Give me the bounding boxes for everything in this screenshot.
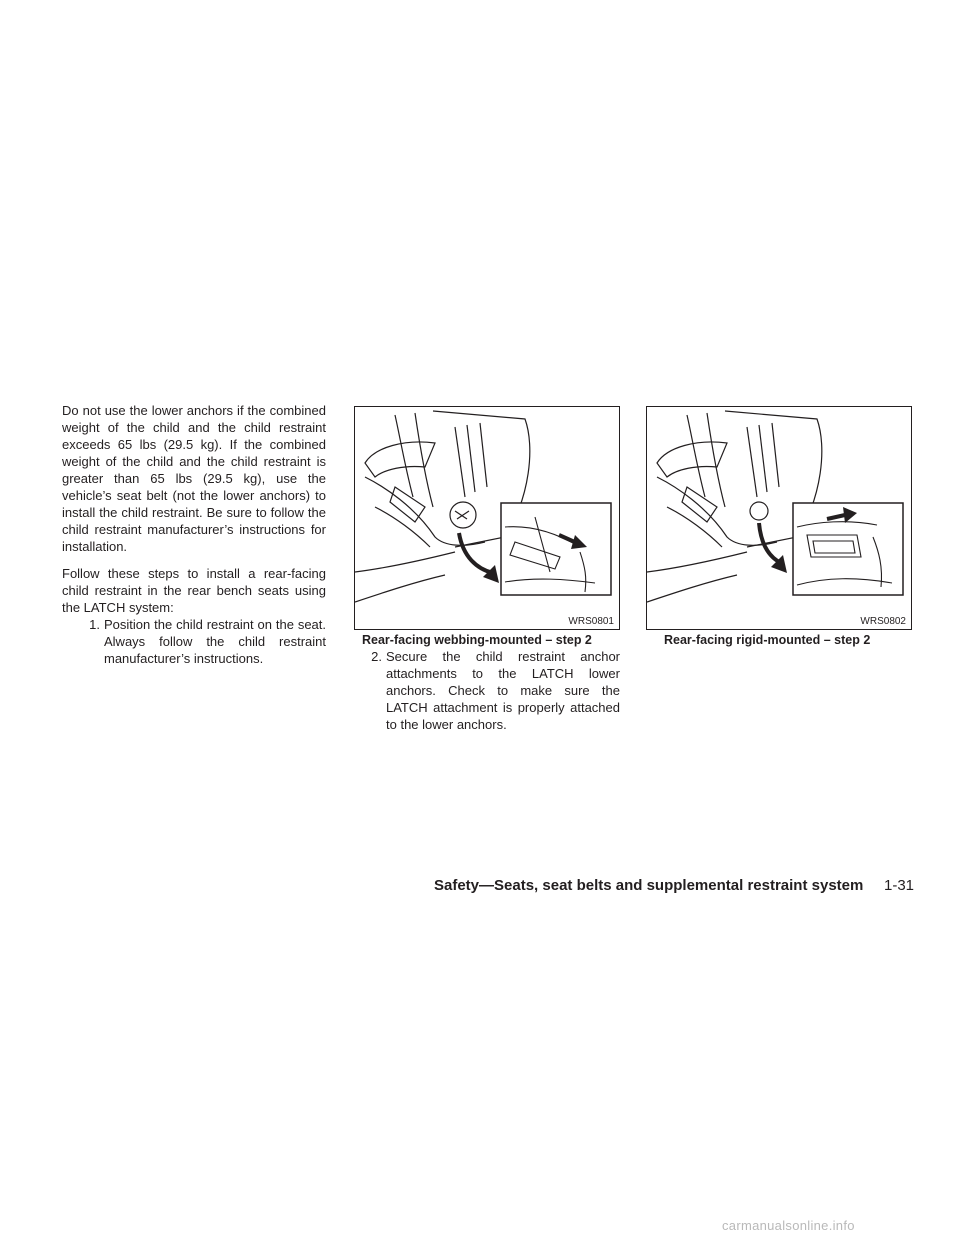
step-1 — [62, 616, 326, 667]
left-text-column — [62, 402, 326, 667]
page-number: 1-31 — [884, 877, 915, 894]
step-2 — [354, 648, 620, 733]
seat-illustration-webbing — [355, 407, 619, 629]
figure-caption: Rear-facing rigid-mounted – step 2 — [664, 633, 871, 647]
step-text: Position the child restraint on the seat. Always follow the child restraint manufacturer’s instructions. — [104, 617, 326, 666]
step-number: 2. — [371, 649, 382, 664]
seat-illustration-rigid — [647, 407, 911, 629]
figure-code: WRS0801 — [568, 616, 614, 627]
figure-code: WRS0802 — [860, 616, 906, 627]
watermark: carmanualsonline.info — [722, 1218, 855, 1233]
step-text: Secure the child restraint anchor attachments to the LATCH lower anchors. Check to make sure the LATCH attachment is properly attached to the lower anchors. — [386, 649, 620, 732]
footer-section-title: Safety—Seats, seat belts and supplemental restraint system — [434, 877, 864, 894]
middle-text-column — [354, 648, 620, 733]
step-number: 1. — [89, 617, 100, 632]
intro-paragraph: Do not use the lower anchors if the combined weight of the child and the child restraint exceeds 65 lbs (29.5 kg). If the combined weight of the child and the child restraint is greater than 65 lbs (29.5 kg), use the vehicle’s seat belt (not the lower anchors) to install the child restraint. Be sure to follow the child restraint manufacturer’s instructions for installation. — [62, 403, 326, 554]
steps-intro-paragraph: Follow these steps to install a rear-facing child restraint in the rear bench seats using the LATCH system: — [62, 566, 326, 615]
figure-rigid-mounted — [646, 406, 912, 630]
figure-caption: Rear-facing webbing-mounted – step 2 — [362, 633, 592, 647]
figure-webbing-mounted — [354, 406, 620, 630]
